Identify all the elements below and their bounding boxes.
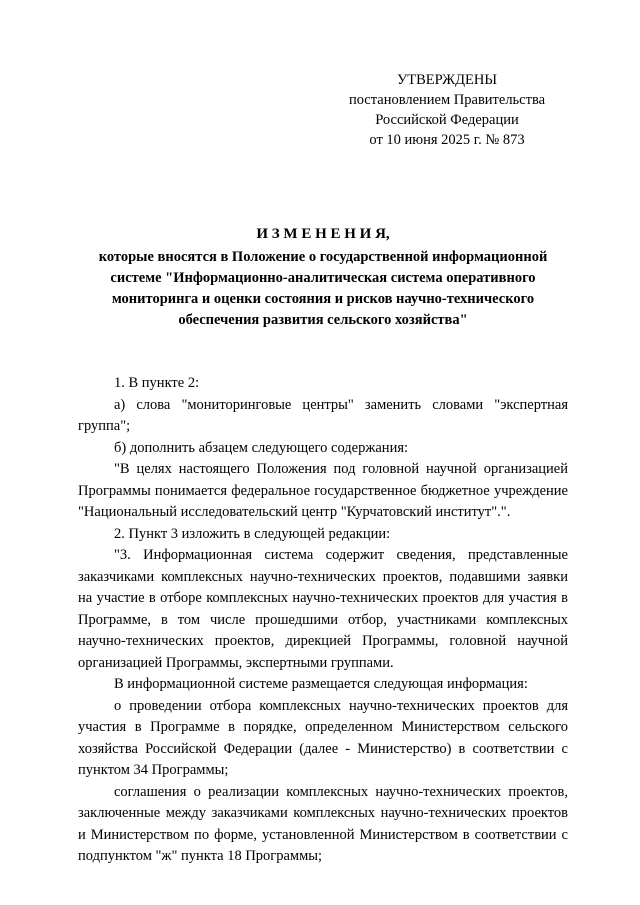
paragraph-subpoint-b: б) дополнить абзацем следующего содержания: xyxy=(114,439,409,456)
paragraph-subpoint-a: а) слова "мониторинговые центры" заменить словами "экспертная группа"; xyxy=(78,396,568,434)
document-body xyxy=(78,373,568,868)
paragraph-new-abzats: "В целях настоящего Положения под головной научной организацией Программы понимается федеральное государственное бюджетное учреждение "Национальный исследовательский центр "Курчатовский институт".". xyxy=(78,461,568,520)
document-title: И З М Е Н Е Н И Я, xyxy=(256,226,390,242)
approval-line-decree: постановлением Правительства xyxy=(348,92,546,108)
approval-line-federation: Российской Федерации xyxy=(375,112,519,128)
paragraph-point-3-text: "3. Информационная система содержит сведения, представленные заказчиками комплексных научно-технических проектов, подавшими заявки на участие в отборе комплексных научно-технических проектов для участия в Программе, в том числе прошедшими отбор, участниками комплексных научно-технических проектов, дирекцией Программы, головной научной организацией Программы, экспертными группами. xyxy=(78,547,568,671)
document-subtitle: которые вносятся в Положение о государственной информационной системе "Информационно-аналитическая система оперативного мониторинга и оценки состояния и рисков научно-технического обеспечения развития сельского хозяйства" xyxy=(98,249,548,328)
paragraph-info-item-1: о проведении отбора комплексных научно-технических проектов для участия в Программе в порядке, определенном Министерством сельского хозяйства Российской Федерации (далее - Министерство) в соответствии с пунктом 34 Программы; xyxy=(78,697,568,778)
approval-line-date-number: от 10 июня 2025 г. № 873 xyxy=(369,132,525,148)
approval-block xyxy=(332,70,562,150)
paragraph-info-item-2: соглашения о реализации комплексных научно-технических проектов, заключенные между заказчиками комплексных научно-технических проектов и Министерством по форме, установленной Министерством в соответствии с подпунктом "ж" пункта 18 Программы; xyxy=(78,783,568,864)
paragraph-point-1: 1. В пункте 2: xyxy=(114,375,200,391)
paragraph-info-intro: В информационной системе размещается следующая информация: xyxy=(114,676,528,692)
approval-line-approved: УТВЕРЖДЕНЫ xyxy=(396,72,498,88)
paragraph-point-2: 2. Пункт 3 изложить в следующей редакции: xyxy=(114,525,391,542)
